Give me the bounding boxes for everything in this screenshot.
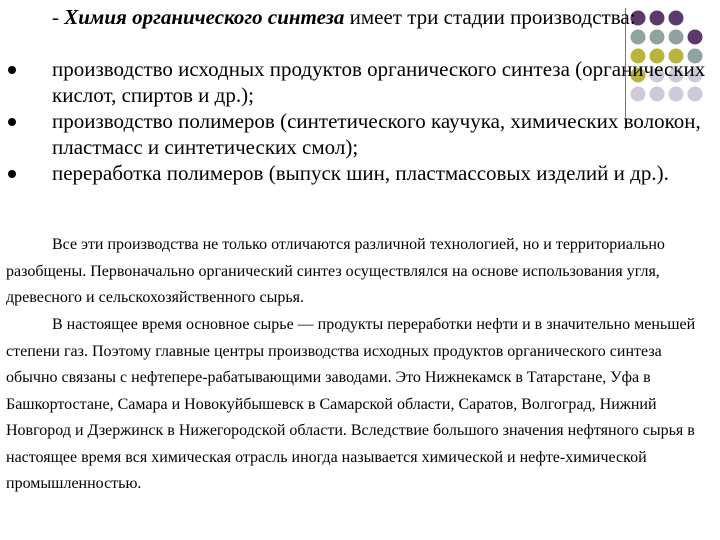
stages-list — [52, 56, 714, 186]
bullet-icon — [8, 66, 16, 74]
intro-rest: имеет три стадии производства: — [344, 5, 636, 29]
paragraph-2 — [6, 312, 716, 498]
decor-dot — [631, 30, 646, 45]
intro-dash: - — [52, 5, 65, 29]
list-item — [52, 160, 714, 186]
list-item-text: производство исходных продуктов органического синтеза (органических кислот, спиртов и др.); — [52, 57, 706, 107]
list-item — [52, 56, 714, 108]
bullet-icon — [8, 170, 16, 178]
paragraph-2-text: В настоящее время основное сырье — продукты переработки нефти и в значительно меньшей степени газ. Поэтому главные центры производства исходных продуктов органического синтеза обычно связаны с нефтепере-рабатывающими заводами. Это Нижнекамск в Татарстане, Уфа в Башкортостане, Самара и Новокуйбышевск в Самарской области, Саратов, Волгоград, Нижний Новгород и Дзержинск в Нижегородской области. Вследствие большого значения нефтяного сырья в настоящее время вся химическая отрасль иногда называется химической и нефте-химической промышленностью. — [6, 316, 696, 492]
intro-text — [52, 4, 652, 30]
paragraph-1 — [6, 232, 716, 312]
list-item-text: переработка полимеров (выпуск шин, пластмассовых изделий и др.). — [52, 161, 669, 185]
decor-dot — [650, 30, 665, 45]
decor-dot — [669, 30, 684, 45]
decor-dot — [688, 30, 703, 45]
list-item — [52, 108, 714, 160]
bullet-icon — [8, 118, 16, 126]
decor-dot — [669, 11, 684, 26]
paragraph-1-text: Все эти производства не только отличаются различной технологией, но и территориально разобщены. Первоначально органический синтез осуществлялся на основе использования угля, древесного и сельскохозяйственного сырья. — [6, 236, 665, 306]
list-item-text: производство полимеров (синтетического каучука, химических волокон, пластмасс и синтетических смол); — [52, 109, 701, 159]
intro-term: Химия органического синтеза — [64, 5, 345, 29]
